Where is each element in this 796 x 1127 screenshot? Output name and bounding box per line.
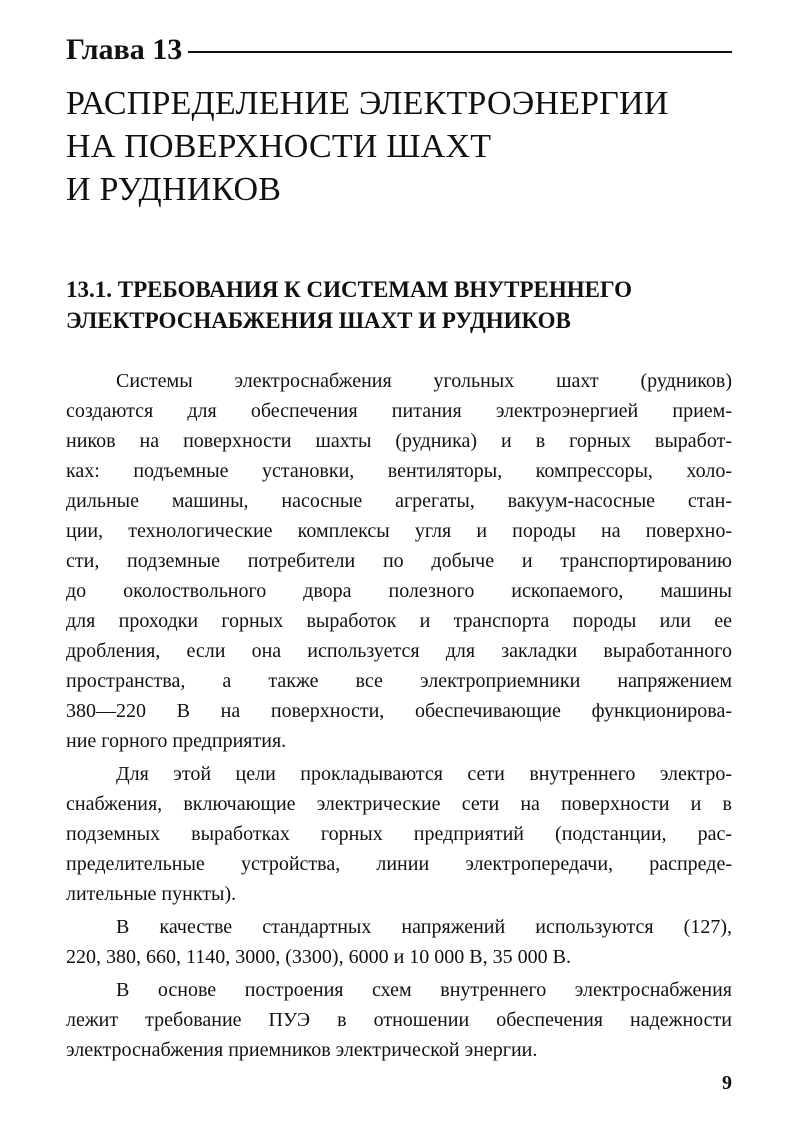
- text-line: дробления, если она используется для закладки выработанного: [66, 640, 732, 662]
- body-text: [66, 366, 732, 1068]
- chapter-header: [66, 30, 732, 70]
- text-line: электроснабжения приемников электрической энергии.: [66, 1039, 538, 1061]
- paragraph-4: [66, 975, 732, 1065]
- text-line: В качестве стандартных напряжений используются (127),: [116, 916, 732, 938]
- text-line: ников на поверхности шахты (рудника) и в горных выработ-: [66, 430, 732, 452]
- chapter-rule: [188, 51, 732, 53]
- text-line: ние горного предприятия.: [66, 730, 287, 752]
- text-line: для проходки горных выработок и транспорта породы или ее: [66, 610, 732, 632]
- chapter-title: [66, 82, 732, 211]
- text-line: дильные машины, насосные агрегаты, вакуум-насосные стан-: [66, 490, 732, 512]
- text-line: лежит требование ПУЭ в отношении обеспечения надежности: [66, 1009, 732, 1031]
- section-heading-line: 13.1. ТРЕБОВАНИЯ К СИСТЕМАМ ВНУТРЕННЕГО: [66, 277, 632, 302]
- paragraph-1: [66, 366, 732, 756]
- paragraph-2: [66, 759, 732, 909]
- text-line: ках: подъемные установки, вентиляторы, компрессоры, холо-: [66, 460, 732, 482]
- chapter-title-line: РАСПРЕДЕЛЕНИЕ ЭЛЕКТРОЭНЕРГИИ: [66, 85, 669, 122]
- chapter-label: Глава 13: [66, 33, 183, 66]
- text-line: 380—220 В на поверхности, обеспечивающие функционирова-: [66, 700, 732, 722]
- chapter-title-line: НА ПОВЕРХНОСТИ ШАХТ: [66, 128, 492, 165]
- text-line: пределительные устройства, линии электропередачи, распреде-: [66, 853, 732, 875]
- text-line: Системы электроснабжения угольных шахт (рудников): [116, 370, 732, 392]
- text-line: пространства, а также все электроприемники напряжением: [66, 670, 732, 692]
- section-heading-line: ЭЛЕКТРОСНАБЖЕНИЯ ШАХТ И РУДНИКОВ: [66, 308, 571, 333]
- text-line: до околоствольного двора полезного ископаемого, машины: [66, 580, 732, 602]
- section-heading: [66, 274, 732, 336]
- chapter-title-line: И РУДНИКОВ: [66, 171, 282, 208]
- text-line: В основе построения схем внутреннего электроснабжения: [116, 979, 732, 1001]
- text-line: лительные пункты).: [66, 883, 237, 905]
- text-line: Для этой цели прокладываются сети внутреннего электро-: [116, 763, 732, 785]
- text-line: 220, 380, 660, 1140, 3000, (3300), 6000 и 10 000 В, 35 000 В.: [66, 946, 571, 968]
- text-line: ции, технологические комплексы угля и породы на поверхно-: [66, 520, 732, 542]
- text-line: снабжения, включающие электрические сети на поверхности и в: [66, 793, 732, 815]
- page-number: 9: [722, 1072, 732, 1094]
- paragraph-3: [66, 912, 732, 972]
- text-line: сти, подземные потребители по добыче и транспортированию: [66, 550, 732, 572]
- text-line: подземных выработках горных предприятий (подстанции, рас-: [66, 823, 732, 845]
- text-line: создаются для обеспечения питания электроэнергией прием-: [66, 400, 732, 422]
